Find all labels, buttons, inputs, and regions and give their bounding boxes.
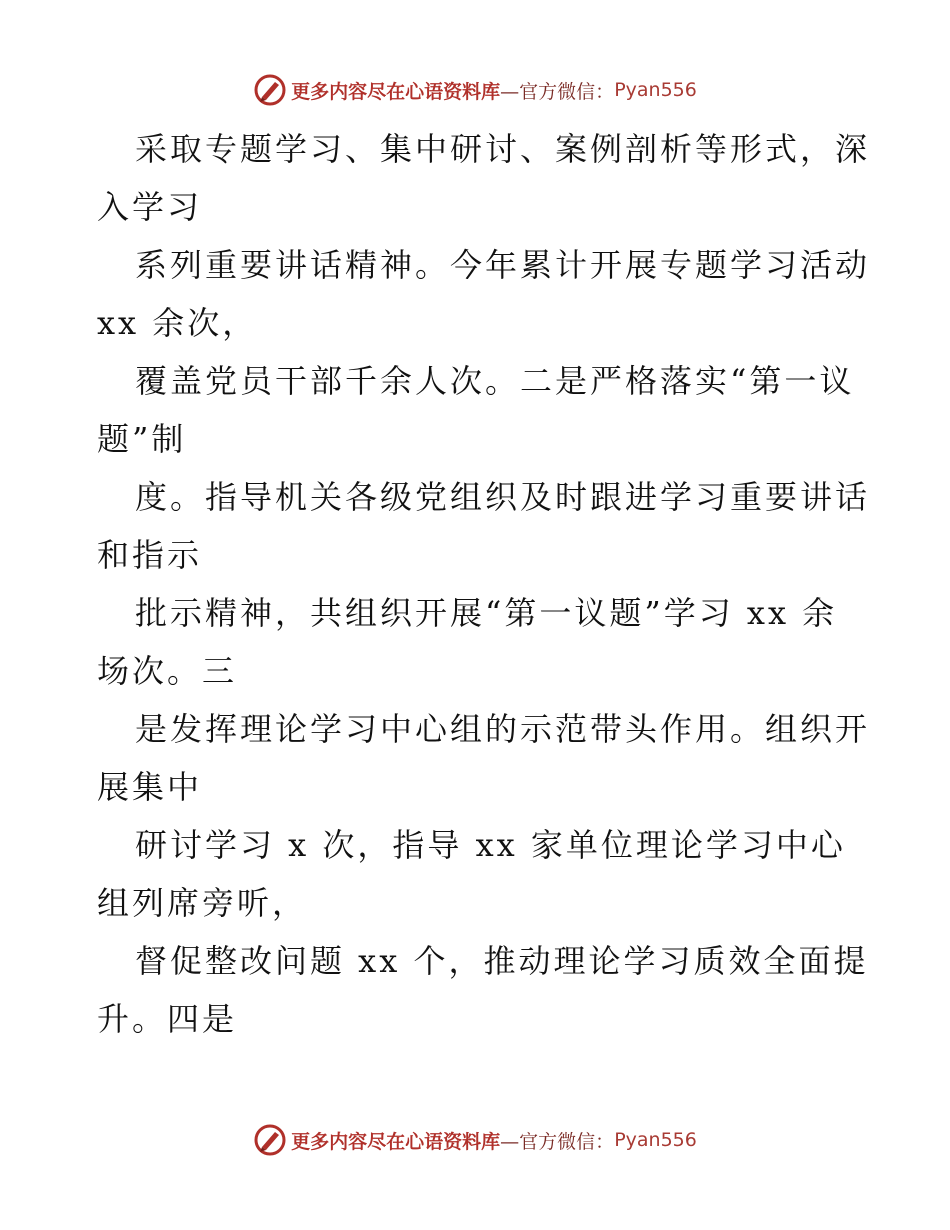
body-line: 是发挥理论学习中心组的示范带头作用。组织开 — [135, 710, 871, 748]
watermark-sub-text: —官方微信： — [500, 80, 615, 103]
body-line: xx 余次， — [97, 304, 258, 342]
footer-watermark — [0, 1120, 950, 1160]
body-line: 采取专题学习、集中研讨、案例剖析等形式，深 — [135, 130, 871, 168]
pen-circle-logo-icon — [253, 1123, 287, 1157]
body-line: 和指示 — [97, 536, 203, 574]
watermark-main-text: 更多内容尽在心语资料库 — [291, 80, 501, 103]
body-line: 覆盖党员干部千余人次。二是严格落实“第一议 — [135, 362, 855, 400]
body-line: 研讨学习 x 次，指导 xx 家单位理论学习中心 — [135, 826, 846, 864]
watermark-id-text: Pyan556 — [614, 79, 697, 101]
body-line: 系列重要讲话精神。今年累计开展专题学习活动 — [135, 246, 871, 284]
watermark-id-text: Pyan556 — [614, 1129, 697, 1151]
watermark-main-text: 更多内容尽在心语资料库 — [291, 1130, 501, 1153]
body-line: 升。四是 — [97, 1000, 238, 1038]
document-body — [97, 120, 871, 1048]
body-line: 场次。三 — [97, 652, 238, 690]
body-line: 度。指导机关各级党组织及时跟进学习重要讲话 — [135, 478, 871, 516]
header-watermark — [0, 70, 950, 110]
body-line: 题”制 — [97, 420, 187, 458]
body-line: 展集中 — [97, 768, 203, 806]
body-line: 组列席旁听， — [97, 884, 308, 922]
pen-circle-logo-icon — [253, 73, 287, 107]
watermark-sub-text: —官方微信： — [500, 1130, 615, 1153]
body-line: 批示精神，共组织开展“第一议题”学习 xx 余 — [135, 594, 838, 632]
body-line: 入学习 — [97, 188, 203, 226]
body-line: 督促整改问题 xx 个，推动理论学习质效全面提 — [135, 942, 869, 980]
